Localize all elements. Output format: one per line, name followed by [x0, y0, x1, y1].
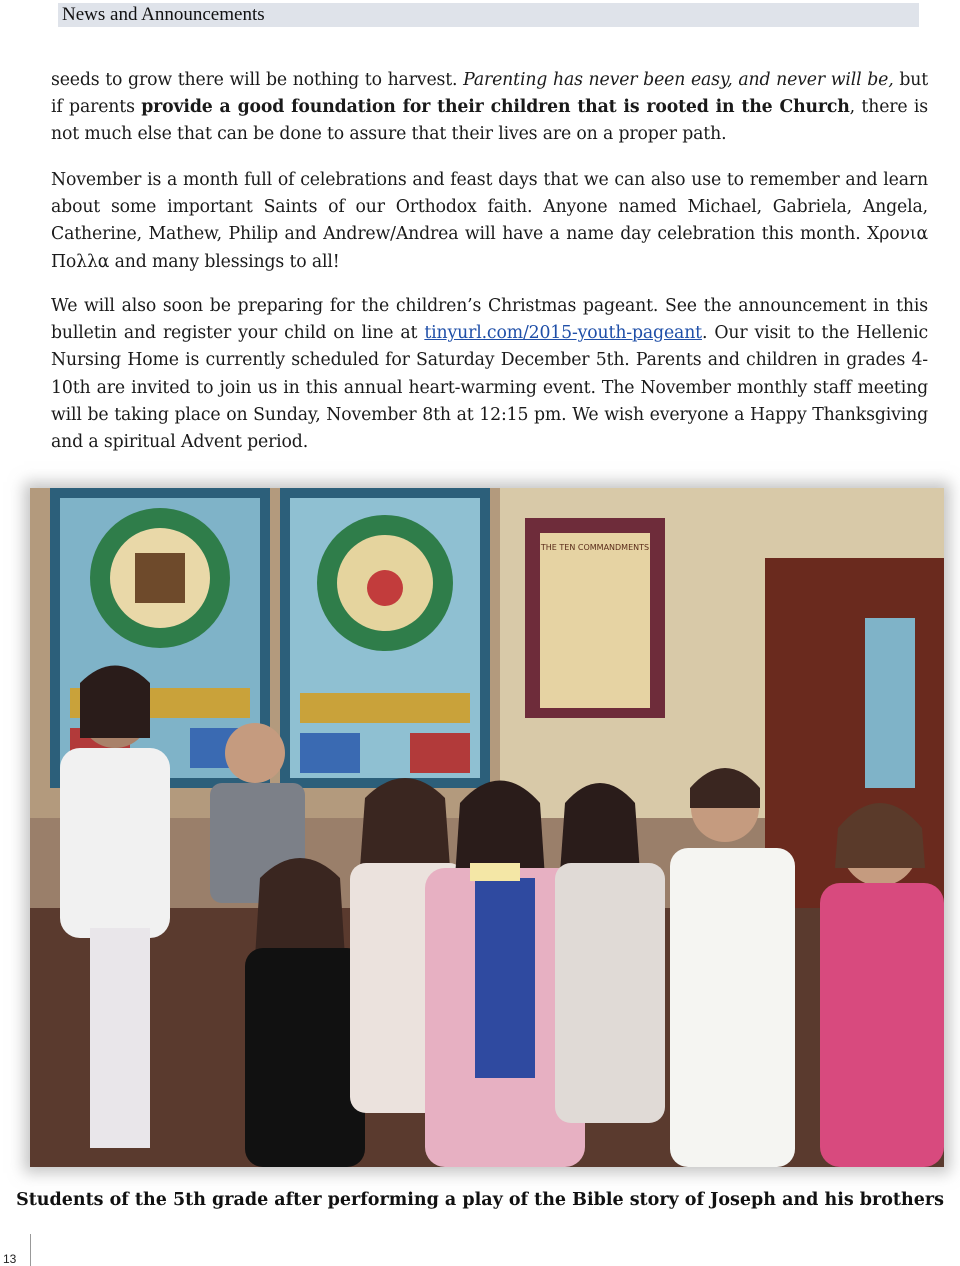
p1-italic-text: Parenting has never been easy, and never will be,	[463, 70, 894, 90]
p1-text-c: but if parents	[51, 70, 929, 118]
p1-bold-text: provide a good foundation for their children that is rooted in the Church	[141, 97, 850, 118]
paragraph-pageant	[51, 293, 928, 456]
photo-caption: Students of the 5th grade after performing a play of the Bible story of Joseph and his brothers	[16, 1190, 944, 1210]
section-title: News and Announcements	[62, 4, 265, 25]
p3-text-a: We will also soon be preparing for the children’s Christmas pageant. See the announcement in this bulletin and register your child on line at	[51, 296, 928, 344]
ten-commandments-poster	[540, 533, 650, 708]
name-tag	[470, 863, 520, 881]
stained-glass-window-right	[280, 488, 490, 788]
section-header-bar	[58, 3, 919, 27]
class-photo-illustration	[30, 488, 944, 1167]
page-margin-rule	[30, 1234, 31, 1266]
poster-title: THE TEN COMMANDMENTS	[540, 543, 650, 552]
p3-text-b: . Our visit to the Hellenic Nursing Home is currently scheduled for Saturday December 5th. Parents and children in grades 4-10th are invited to join us in this annual heart-warming event. The November monthly staff meeting will be taking place on Sunday, November 8th at 12:15 pm. We wish everyone a Happy Thanksgiving and a spiritual Advent period.	[51, 323, 928, 453]
paragraph-name-days: November is a month full of celebrations and feast days that we can also use to remember and learn about some important Saints of our Orthodox faith. Anyone named Michael, Gabriela, Angela, Catherine, Mathew, Philip and Andrew/Andrea will have a name day celebration this month. Χρονια Πολλα and many blessings to all!	[51, 170, 928, 272]
class-photo	[30, 488, 944, 1167]
p1-text-e: , there is not much else that can be done to assure that their lives are on a proper path.	[51, 97, 929, 145]
page-number: 13	[3, 1252, 17, 1266]
p1-text-a: seeds to grow there will be nothing to harvest.	[51, 70, 464, 90]
pageant-registration-link[interactable]: tinyurl.com/2015-youth-pageant	[424, 323, 702, 344]
paragraph-parenting	[51, 67, 928, 149]
